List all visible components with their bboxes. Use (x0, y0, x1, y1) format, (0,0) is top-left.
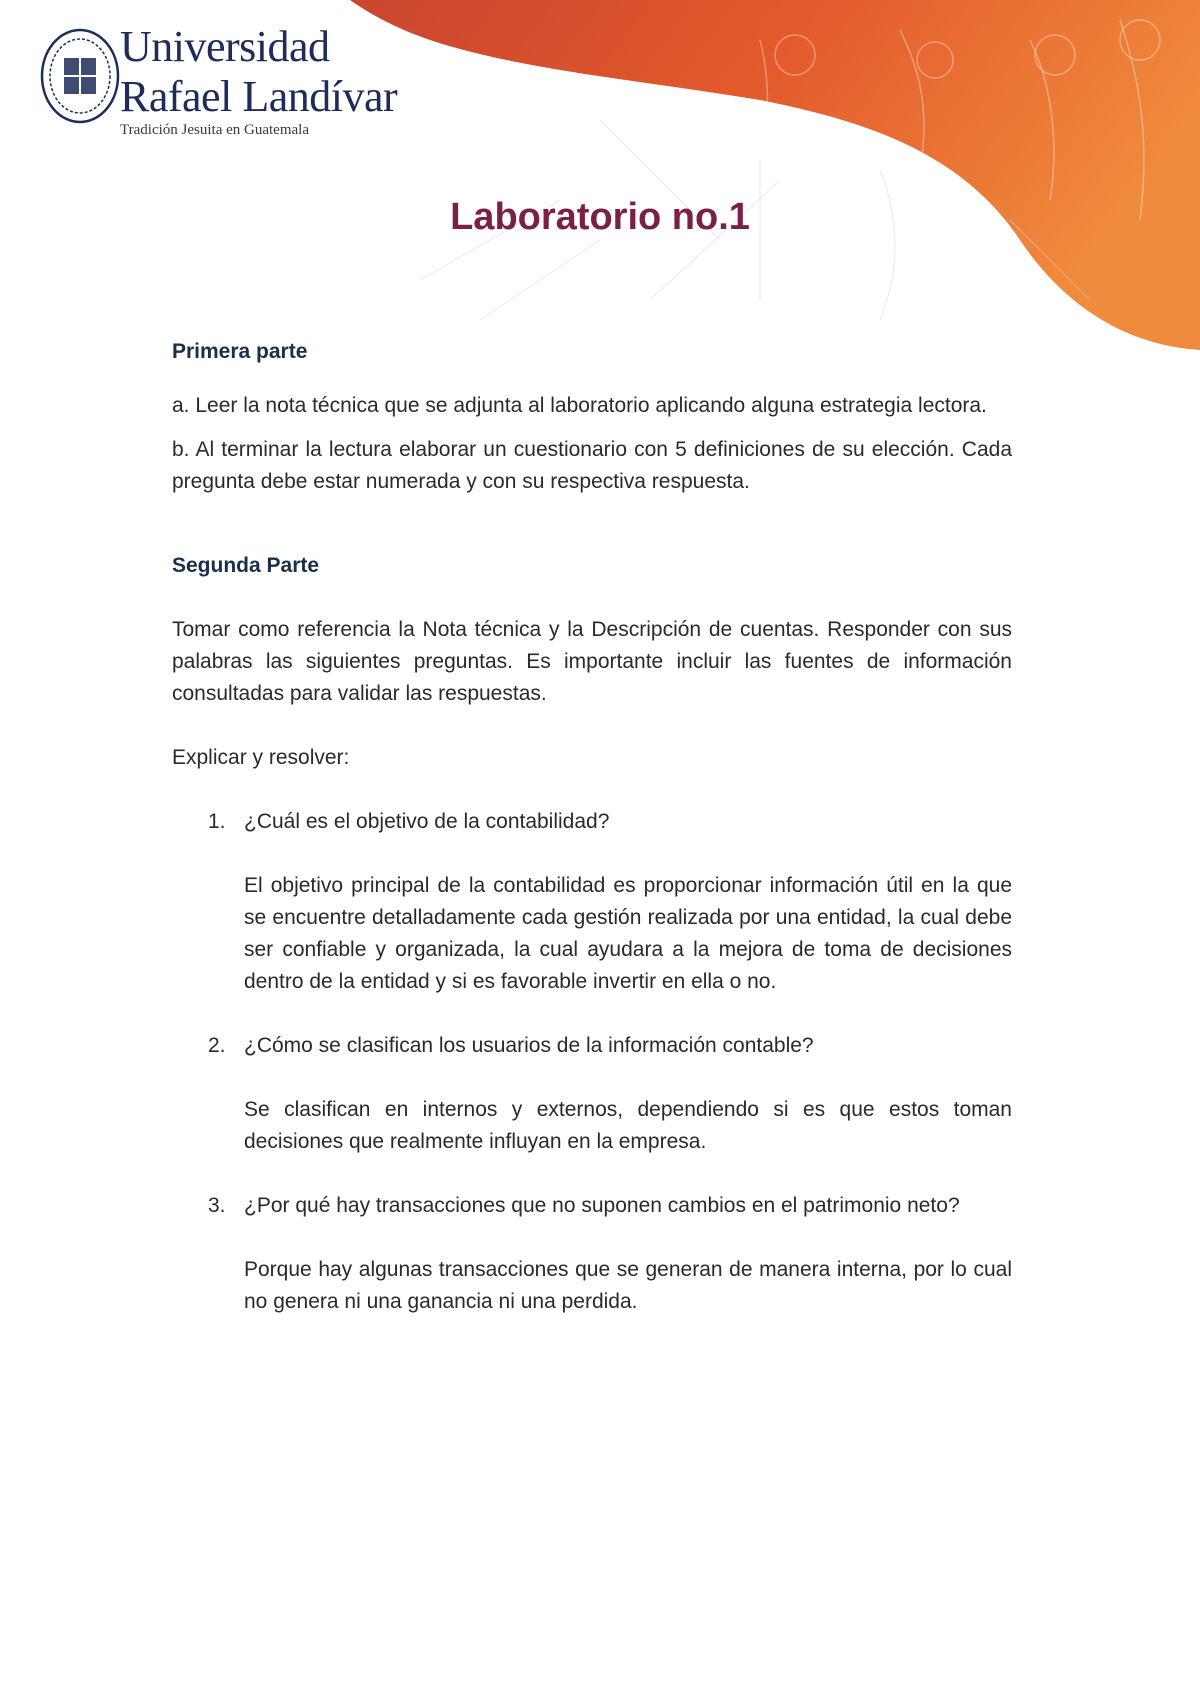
question-item (172, 1190, 1012, 1318)
answer-text: Se clasifican en internos y externos, dependiendo si es que estos toman decisiones que realmente influyan en la empresa. (244, 1098, 1012, 1153)
question-list (172, 806, 1012, 1318)
question-row (172, 1190, 1012, 1222)
page-title: Laboratorio no.1 (450, 196, 750, 238)
part2-intro: Tomar como referencia la Nota técnica y la Descripción de cuentas. Responder con sus palabras las siguientes preguntas. Es importante incluir las fuentes de información consultadas para validar las respuestas. (172, 618, 1012, 705)
part1-item-b: b. Al terminar la lectura elaborar un cuestionario con 5 definiciones de su elección. Cada pregunta debe estar numerada y con su respectiva respuesta. (172, 438, 1012, 493)
part2-heading: Segunda Parte (172, 554, 320, 577)
question-text: ¿Por qué hay transacciones que no suponen cambios en el patrimonio neto? (244, 1194, 960, 1217)
question-number: 1. (208, 810, 226, 833)
answer-text: Porque hay algunas transacciones que se generan de manera interna, por lo cual no genera ni una ganancia ni una perdida. (244, 1258, 1012, 1313)
question-text: ¿Cuál es el objetivo de la contabilidad? (244, 810, 610, 833)
document-body (172, 336, 1012, 1318)
question-item (172, 1030, 1012, 1190)
part2-instruction: Explicar y resolver: (172, 746, 350, 769)
question-number: 2. (208, 1034, 226, 1057)
question-row (172, 1030, 1012, 1062)
university-name-line2: Rafael Landívar (120, 72, 398, 121)
university-seal-icon (40, 26, 120, 126)
university-name (120, 22, 397, 122)
part1-item-a: a. Leer la nota técnica que se adjunta al laboratorio aplicando alguna estrategia lectora. (172, 394, 987, 417)
university-logo (40, 22, 398, 144)
university-name-line1: Universidad (120, 22, 330, 71)
question-item (172, 806, 1012, 1030)
part1-heading: Primera parte (172, 340, 308, 363)
question-text: ¿Cómo se clasifican los usuarios de la información contable? (244, 1034, 814, 1057)
question-number: 3. (208, 1194, 226, 1217)
question-row (172, 806, 1012, 838)
answer-text: El objetivo principal de la contabilidad es proporcionar información útil en la que se encuentre detalladamente cada gestión realizada por una entidad, la cual debe ser confiable y organizada, la cual ayudara a la mejora de toma de decisiones dentro de la entidad y si es favorable invertir en ella o no. (244, 874, 1012, 993)
university-tagline: Tradición Jesuita en Guatemala (120, 122, 309, 138)
